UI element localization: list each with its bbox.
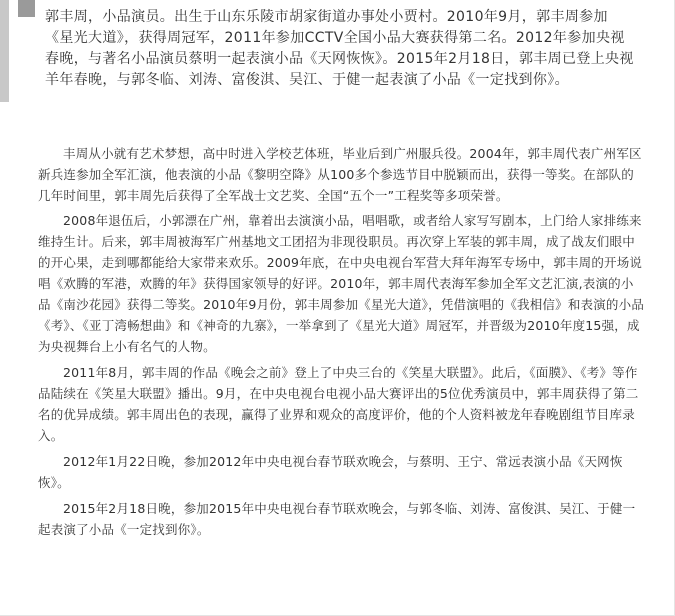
summary-text: 郭丰周，小品演员。出生于山东乐陵市胡家街道办事处小贾村。2010年9月，郭丰周参加《星光大道》，获得周冠军，2011年参加CCTV全国小品大赛获得第二名。2012年参加央视春晚，与著名小品演员蔡明一起表演小品《天网恢恢》。2015年2月18日，郭丰周已登上央视羊年春晚，与郭冬临、刘涛、富俊淇、吴江、于健一起表演了小品《一定找到你》。 [45, 9, 634, 88]
article-paragraph: 2008年退伍后，小郭漂在广州，靠着出去演演小品，唱唱歌，或者给人家写写剧本，上门给人家排练来维持生计。后来，郭丰周被海军广州基地文工团招为非现役职员。再次穿上军装的郭丰周，成了战友们眼中的开心果，走到哪都能给大家带来欢乐。2009年底，在中央电视台军营大拜年海军专场中，郭丰周的开场说唱《欢腾的军港，欢腾的年》获得国家领导的好评。2010年，郭丰周代表海军参加全军文艺汇演,表演的小品《南沙花园》获得二等奖。2010年9月份，郭丰周参加《星光大道》，凭借演唱的《我相信》和表演的小品《考》、《亚丁湾畅想曲》和《神奇的九寨》，一举拿到了《星光大道》周冠军，并晋级为2010年度15强，成为央视舞台上小有名气的人物。 [38, 213, 645, 354]
article-paragraph: 2012年1月22日晚，参加2012年中央电视台春节联欢晚会，与蔡明、王宁、常远表演小品《天网恢恢》。 [38, 454, 623, 490]
article-paragraph: 丰周从小就有艺术梦想，高中时进入学校艺体班，毕业后到广州服兵役。2004年，郭丰周代表广州军区新兵连参加全军汇演，他表演的小品《黎明空降》从100多个参选节目中脱颖而出，获得一等奖。在部队的几年时间里，郭丰周先后获得了全军战士文艺奖、全国“五个一”工程奖等多项荣誉。 [38, 146, 642, 203]
article-paragraph: 2011年8月，郭丰周的作品《晚会之前》登上了中央三台的《笑星大联盟》。此后，《面膜》、《考》等作品陆续在《笑星大联盟》播出。9月，在中央电视台电视小品大赛评出的5位优秀演员中，郭丰周获得了第二名的优异成绩。郭丰周出色的表现，赢得了业界和观众的高度评价，他的个人资料被龙年春晚剧组节目库录入。 [38, 365, 639, 443]
summary-marker-icon [18, 0, 35, 17]
summary-side-bar [0, 0, 9, 102]
article-body [38, 143, 646, 545]
summary-block [0, 0, 665, 102]
article-paragraph: 2015年2月18日晚，参加2015年中央电视台春节联欢晚会，与郭冬临、刘涛、富俊淇、吴江、于健一起表演了小品《一定找到你》。 [38, 501, 636, 537]
